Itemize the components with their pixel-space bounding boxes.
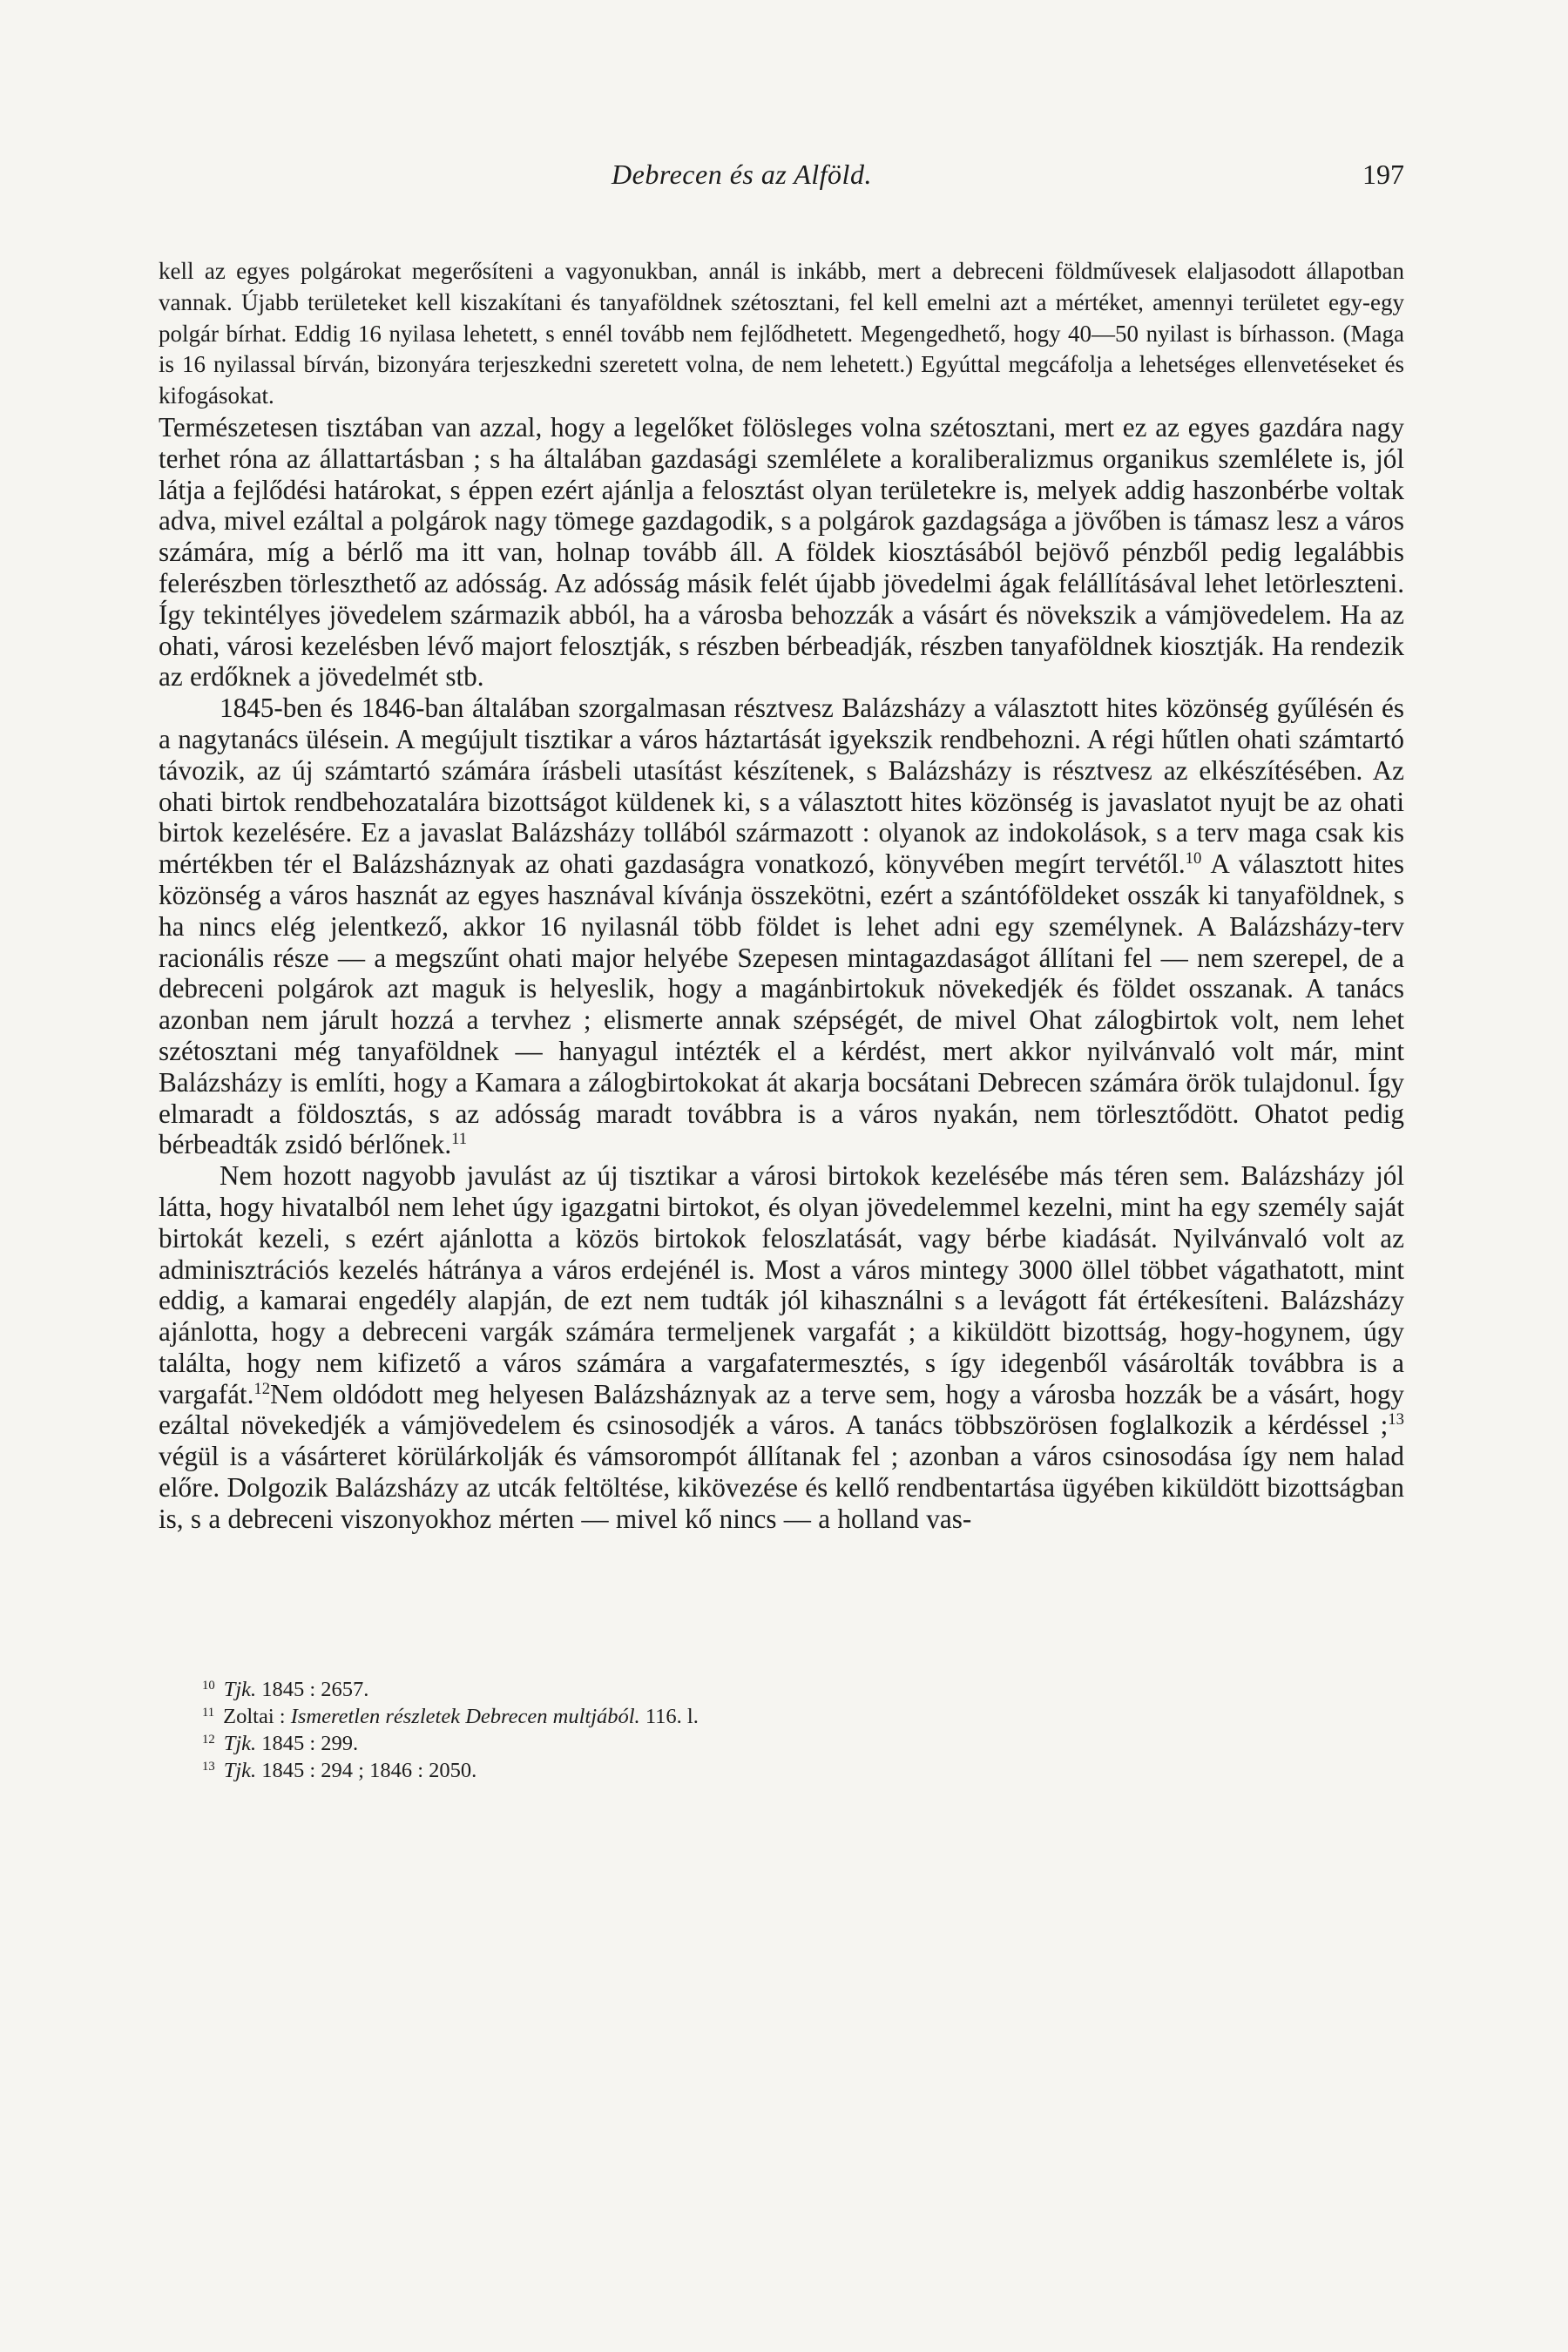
body-text — [159, 256, 1404, 1535]
footnote-ref-11: 11 — [451, 1130, 468, 1149]
footnote-ref-13: 13 — [1388, 1410, 1404, 1429]
page — [159, 153, 1404, 1782]
footnote-rest: 1845 : 299. — [256, 1731, 359, 1755]
paragraph-3 — [159, 693, 1404, 1160]
footnote-number: 10 — [202, 1678, 215, 1693]
footnote-rest: 116. l. — [639, 1704, 699, 1728]
footnote-source: Tjk. — [223, 1677, 257, 1701]
footnote-source: Tjk. — [223, 1758, 257, 1782]
paragraph-1: kell az egyes polgárokat megerősíteni a vagyonukban, annál is inkább, mert a debreceni földművesek elaljasodott állapotban vannak. Újabb területeket kell kiszakítani és tanyaföldnek szétosztani, fel kell emelni azt a mértéket, amennyi területet egy-egy polgár bírhat. Eddig 16 nyilasa lehetett, s ennél tovább nem fejlődhetett. Megengedhető, hogy 40—50 nyilast is bírhasson. (Maga is 16 nyilassal bírván, bizonyára terjeszkedni szeretett volna, de nem lehetett.) Egyúttal megcáfolja a lehetséges ellenvetéseket és kifogásokat. — [159, 258, 1404, 409]
footnote — [202, 1755, 1404, 1782]
footnote — [202, 1701, 1404, 1728]
footnote-rest: 1845 : 294 ; 1846 : 2050. — [256, 1758, 477, 1782]
page-number: 197 — [1362, 159, 1404, 190]
footnote-source: Zoltai : — [223, 1704, 286, 1728]
footnote-source: Tjk. — [223, 1731, 257, 1755]
footnote-number: 13 — [202, 1759, 215, 1774]
footnote — [202, 1728, 1404, 1755]
paragraph-3-text-b: A választott hites közönség a város hasznát az egyes hasznával kívánja összekötni, ezért a szántóföldeket osszák ki tanyaföldnek, s ha nincs elég jelentkező, akkor 16 nyilasnál több földet is lehet adni egy személynek. A Balázsházy-terv racionális része — a megszűnt ohati major helyébe Szepesen mintagazdaságot állítani fel — nem szerepel, de a debreceni polgárok azt maguk is helyeslik, hogy a magánbirtokuk növekedjék és földet osszanak. A tanács azonban nem járult hozzá a tervhez ; elismerte annak szépségét, de mivel Ohat zálogbirtok volt, nem lehet szétosztani még tanyaföldnek — hanyagul intézték el a kérdést, mert akkor nyilvánvaló volt már, mint Balázsházy is említi, hogy a Kamara a zálogbirtokokat át akarja bocsátani Debrecen számára örök tulajdonul. Így elmaradt a földosztás, s az adósság maradt továbbra is a város nyakán, nem törlesztődött. Ohatot pedig bérbeadták zsidó bérlőnek. — [159, 848, 1404, 1160]
footnotes — [202, 1674, 1404, 1782]
paragraph-4-text-c: végül is a vásárteret körülárkolják és vámsorompót állítanak fel ; azonban a város csinosodása így nem halad előre. Dolgozik Balázsházy az utcák feltöltése, kikövezése és kellő rendbentartása ügyében kiküldött bizottságban is, s a debreceni viszonyokhoz mérten — mivel kő nincs — a holland vas- — [159, 1441, 1404, 1534]
footnote-title: Ismeretlen részletek Debrecen multjából. — [285, 1704, 640, 1728]
footnote-rest: 1845 : 2657. — [256, 1677, 369, 1701]
paragraph-3-text-a: 1845-ben és 1846-ban általában szorgalmasan résztvesz Balázsházy a választott hites közönség gyűlésén és a nagytanács ülésein. A megújult tisztikar a város háztartását igyekszik rendbehozni. A régi hűtlen ohati számtartó távozik, az új számtartó számára írásbeli utasítást készítenek, s Balázsházy is résztvesz az elkészítésében. Az ohati birtok rendbehozatalára bizottságot küldenek ki, s a választott hites közönség is javaslatot nyujt be az ohati birtok kezelésére. Ez a javaslat Balázsházy tollából származott : olyanok az indokolások, s a terv maga csak kis mértékben tér el Balázsháznyak az ohati gazdaságra vonatkozó, könyvében megírt tervétől. — [159, 693, 1404, 880]
paragraph-4-text-a: Nem hozott nagyobb javulást az új tisztikar a városi birtokok kezelésébe más téren sem. Balázsházy jól látta, hogy hivatalból nem lehet úgy igazgatni birtokot, és olyan jövedelemmel kezelni, mint ha egy személy saját birtokát kezeli, s ezért ajánlotta a közös birtokok feloszlatását, vagy bérbe kiadását. Nyilvánvaló volt az adminisztrációs kezelés hátránya a város erdejénél is. Most a város mintegy 3000 öllel többet vágathatott, mint eddig, a kamarai engedély alapján, de ezt nem tudták jól kihasználni s a levágott fát értékesíteni. Balázsházy ajánlotta, hogy a debreceni vargák számára termeljenek vargafát ; a kiküldött bizottság, hogy-hogynem, úgy találta, hogy nem kifizető a város számára a vargafatermesztés, s így idegenből vásárolták továbbra is a vargafát. — [159, 1160, 1404, 1409]
running-head — [159, 153, 1404, 206]
footnote-number: 12 — [202, 1732, 215, 1747]
footnote-ref-10: 10 — [1185, 848, 1202, 868]
running-title: Debrecen és az Alföld. — [612, 159, 872, 190]
paragraph-2: Természetesen tisztában van azzal, hogy a legelőket fölösleges volna szétosztani, mert ez az egyes gazdára nagy terhet róna az állattartásban ; s ha általában gazdasági szemlélete a koraliberalizmus organikus szemlélete is, jól látja a fejlődési határokat, s éppen ezért ajánlja a felosztást olyan területekre is, melyek addig haszonbérbe voltak adva, mivel ezáltal a polgárok nagy tömege gazdagodik, s a polgárok gazdagsága a jövőben is támasz lesz a város számára, míg a bérlő ma itt van, holnap tovább áll. A földek kiosztásából bejövő pénzből pedig legalábbis felerészben törleszthető az adósság. Az adósság másik felét újabb jövedelmi ágak felállításával lehet letörleszteni. Így tekintélyes jövedelem származik abból, ha a városba behozzák a vásárt és növekszik a vámjövedelem. Ha az ohati, városi kezelésben lévő majort felosztják, s részben bérbeadják, részben tanyaföldnek kiosztják. Ha rendezik az erdőknek a jövedelmét stb. — [159, 411, 1404, 693]
footnote — [202, 1674, 1404, 1701]
footnote-ref-12: 12 — [253, 1379, 271, 1398]
paragraph-4-text-b: Nem oldódott meg helyesen Balázsháznyak az a terve sem, hogy a városba hozzák be a vásárt, hogy ezáltal növekedjék a vámjövedelem és csinosodjék a város. A tanács többszörösen foglalkozik a kérdéssel ; — [159, 1378, 1404, 1441]
footnote-number: 11 — [202, 1705, 215, 1720]
paragraph-4 — [159, 1160, 1404, 1535]
